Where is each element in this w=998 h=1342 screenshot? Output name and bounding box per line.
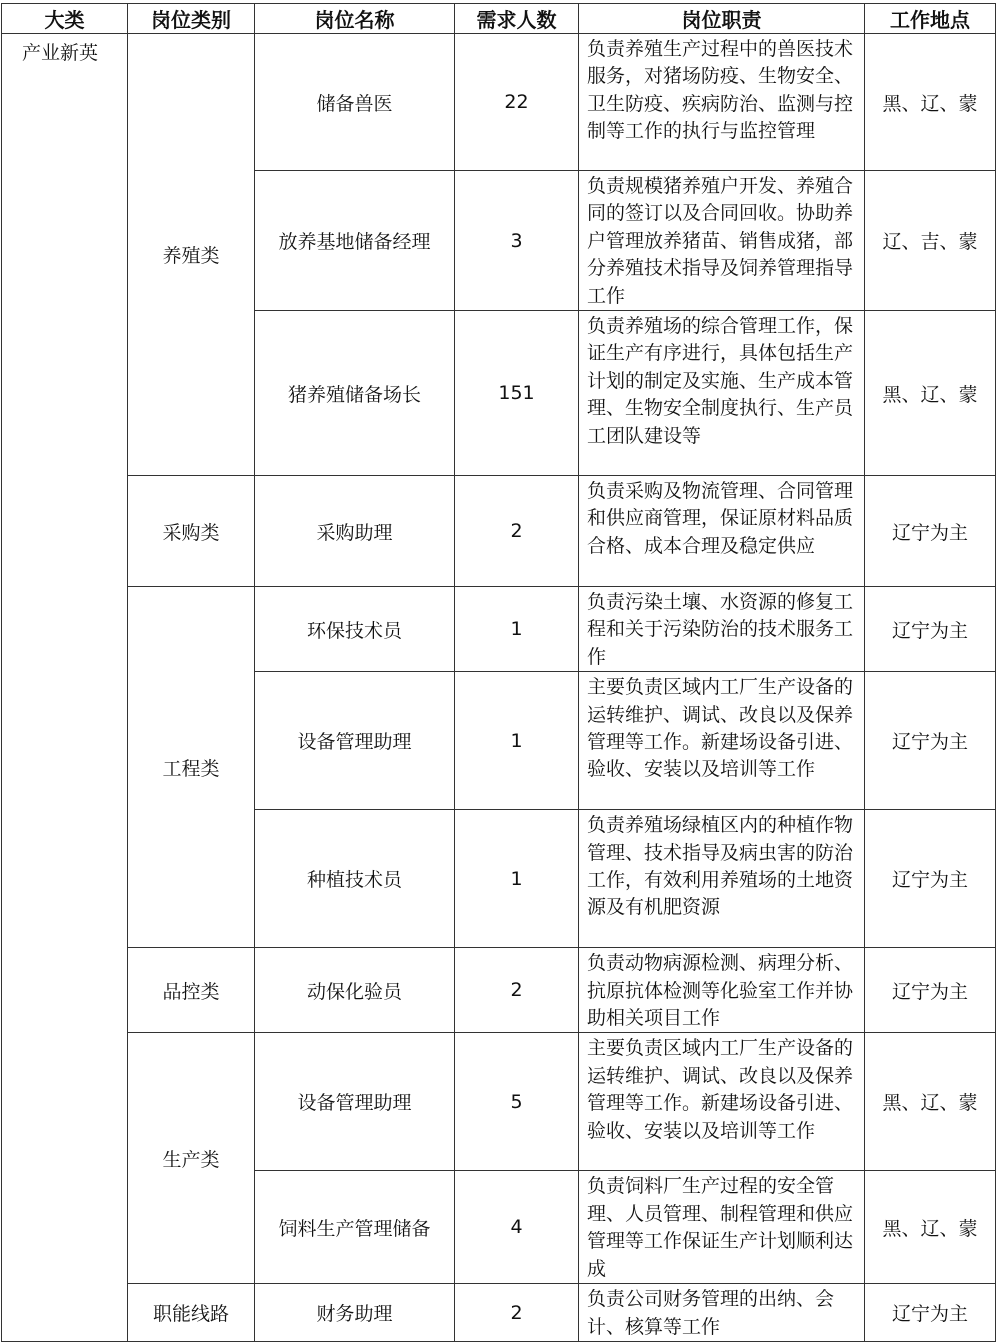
headcount-cell: 151	[455, 311, 579, 476]
headcount-cell: 1	[455, 810, 579, 948]
location-cell: 辽宁为主	[865, 948, 996, 1033]
job-category-cell: 职能线路	[128, 1284, 255, 1342]
headcount-cell: 1	[455, 672, 579, 810]
job-title-cell: 饲料生产管理储备	[255, 1171, 455, 1284]
location-cell: 辽宁为主	[865, 810, 996, 948]
job-category-cell: 工程类	[128, 587, 255, 948]
job-title-cell: 储备兽医	[255, 34, 455, 171]
job-category-cell: 生产类	[128, 1033, 255, 1284]
responsibility-cell: 负责采购及物流管理、合同管理和供应商管理，保证原材料品质合格、成本合理及稳定供应	[579, 476, 865, 587]
responsibility-cell: 负责养殖场绿植区内的种植作物管理、技术指导及病虫害的防治工作，有效利用养殖场的土地资源及有机肥资源	[579, 810, 865, 948]
header-location: 工作地点	[865, 4, 996, 34]
job-requirements-table	[1, 3, 996, 1342]
responsibility-cell: 主要负责区域内工厂生产设备的运转维护、调试、改良以及保养管理等工作。新建场设备引进、验收、安装以及培训等工作	[579, 1033, 865, 1171]
location-cell: 黑、辽、蒙	[865, 311, 996, 476]
job-title-cell: 种植技术员	[255, 810, 455, 948]
location-cell: 辽宁为主	[865, 476, 996, 587]
table-row	[2, 1284, 996, 1342]
table-header-row	[2, 4, 996, 34]
headcount-cell: 2	[455, 948, 579, 1033]
location-cell: 辽、吉、蒙	[865, 171, 996, 311]
job-category-cell: 品控类	[128, 948, 255, 1033]
job-title-cell: 采购助理	[255, 476, 455, 587]
headcount-cell: 4	[455, 1171, 579, 1284]
responsibility-cell: 负责饲料厂生产过程的安全管理、人员管理、制程管理和供应管理等工作保证生产计划顺利达成	[579, 1171, 865, 1284]
job-category-cell: 养殖类	[128, 34, 255, 476]
location-cell: 黑、辽、蒙	[865, 1033, 996, 1171]
responsibility-cell: 负责污染土壤、水资源的修复工程和关于污染防治的技术服务工作	[579, 587, 865, 672]
responsibility-cell: 负责公司财务管理的出纳、会计、核算等工作	[579, 1284, 865, 1342]
header-responsibilities: 岗位职责	[579, 4, 865, 34]
table-row	[2, 476, 996, 587]
headcount-cell: 1	[455, 587, 579, 672]
headcount-cell: 2	[455, 476, 579, 587]
job-title-cell: 动保化验员	[255, 948, 455, 1033]
table-row	[2, 587, 996, 672]
job-title-cell: 环保技术员	[255, 587, 455, 672]
header-headcount: 需求人数	[455, 4, 579, 34]
job-title-cell: 设备管理助理	[255, 1033, 455, 1171]
responsibility-cell: 负责养殖场的综合管理工作，保证生产有序进行，具体包括生产计划的制定及实施、生产成本管理、生物安全制度执行、生产员工团队建设等	[579, 311, 865, 476]
headcount-cell: 3	[455, 171, 579, 311]
job-title-cell: 设备管理助理	[255, 672, 455, 810]
headcount-cell: 2	[455, 1284, 579, 1342]
table-row	[2, 948, 996, 1033]
job-title-cell: 放养基地储备经理	[255, 171, 455, 311]
location-cell: 黑、辽、蒙	[865, 34, 996, 171]
location-cell: 辽宁为主	[865, 587, 996, 672]
responsibility-cell: 负责规模猪养殖户开发、养殖合同的签订以及合同回收。协助养户管理放养猪苗、销售成猪，部分养殖技术指导及饲养管理指导工作	[579, 171, 865, 311]
header-job-category: 岗位类别	[128, 4, 255, 34]
location-cell: 辽宁为主	[865, 672, 996, 810]
table-row	[2, 34, 996, 171]
job-title-cell: 猪养殖储备场长	[255, 311, 455, 476]
headcount-cell: 22	[455, 34, 579, 171]
header-job-title: 岗位名称	[255, 4, 455, 34]
header-major-category: 大类	[2, 4, 128, 34]
responsibility-cell: 负责动物病源检测、病理分析、抗原抗体检测等化验室工作并协助相关项目工作	[579, 948, 865, 1033]
location-cell: 黑、辽、蒙	[865, 1171, 996, 1284]
table-row	[2, 1033, 996, 1171]
major-category-cell: 产业新英	[2, 34, 128, 1342]
headcount-cell: 5	[455, 1033, 579, 1171]
job-category-cell: 采购类	[128, 476, 255, 587]
responsibility-cell: 负责养殖生产过程中的兽医技术服务，对猪场防疫、生物安全、卫生防疫、疾病防治、监测与控制等工作的执行与监控管理	[579, 34, 865, 171]
location-cell: 辽宁为主	[865, 1284, 996, 1342]
job-title-cell: 财务助理	[255, 1284, 455, 1342]
responsibility-cell: 主要负责区域内工厂生产设备的运转维护、调试、改良以及保养管理等工作。新建场设备引进、验收、安装以及培训等工作	[579, 672, 865, 810]
